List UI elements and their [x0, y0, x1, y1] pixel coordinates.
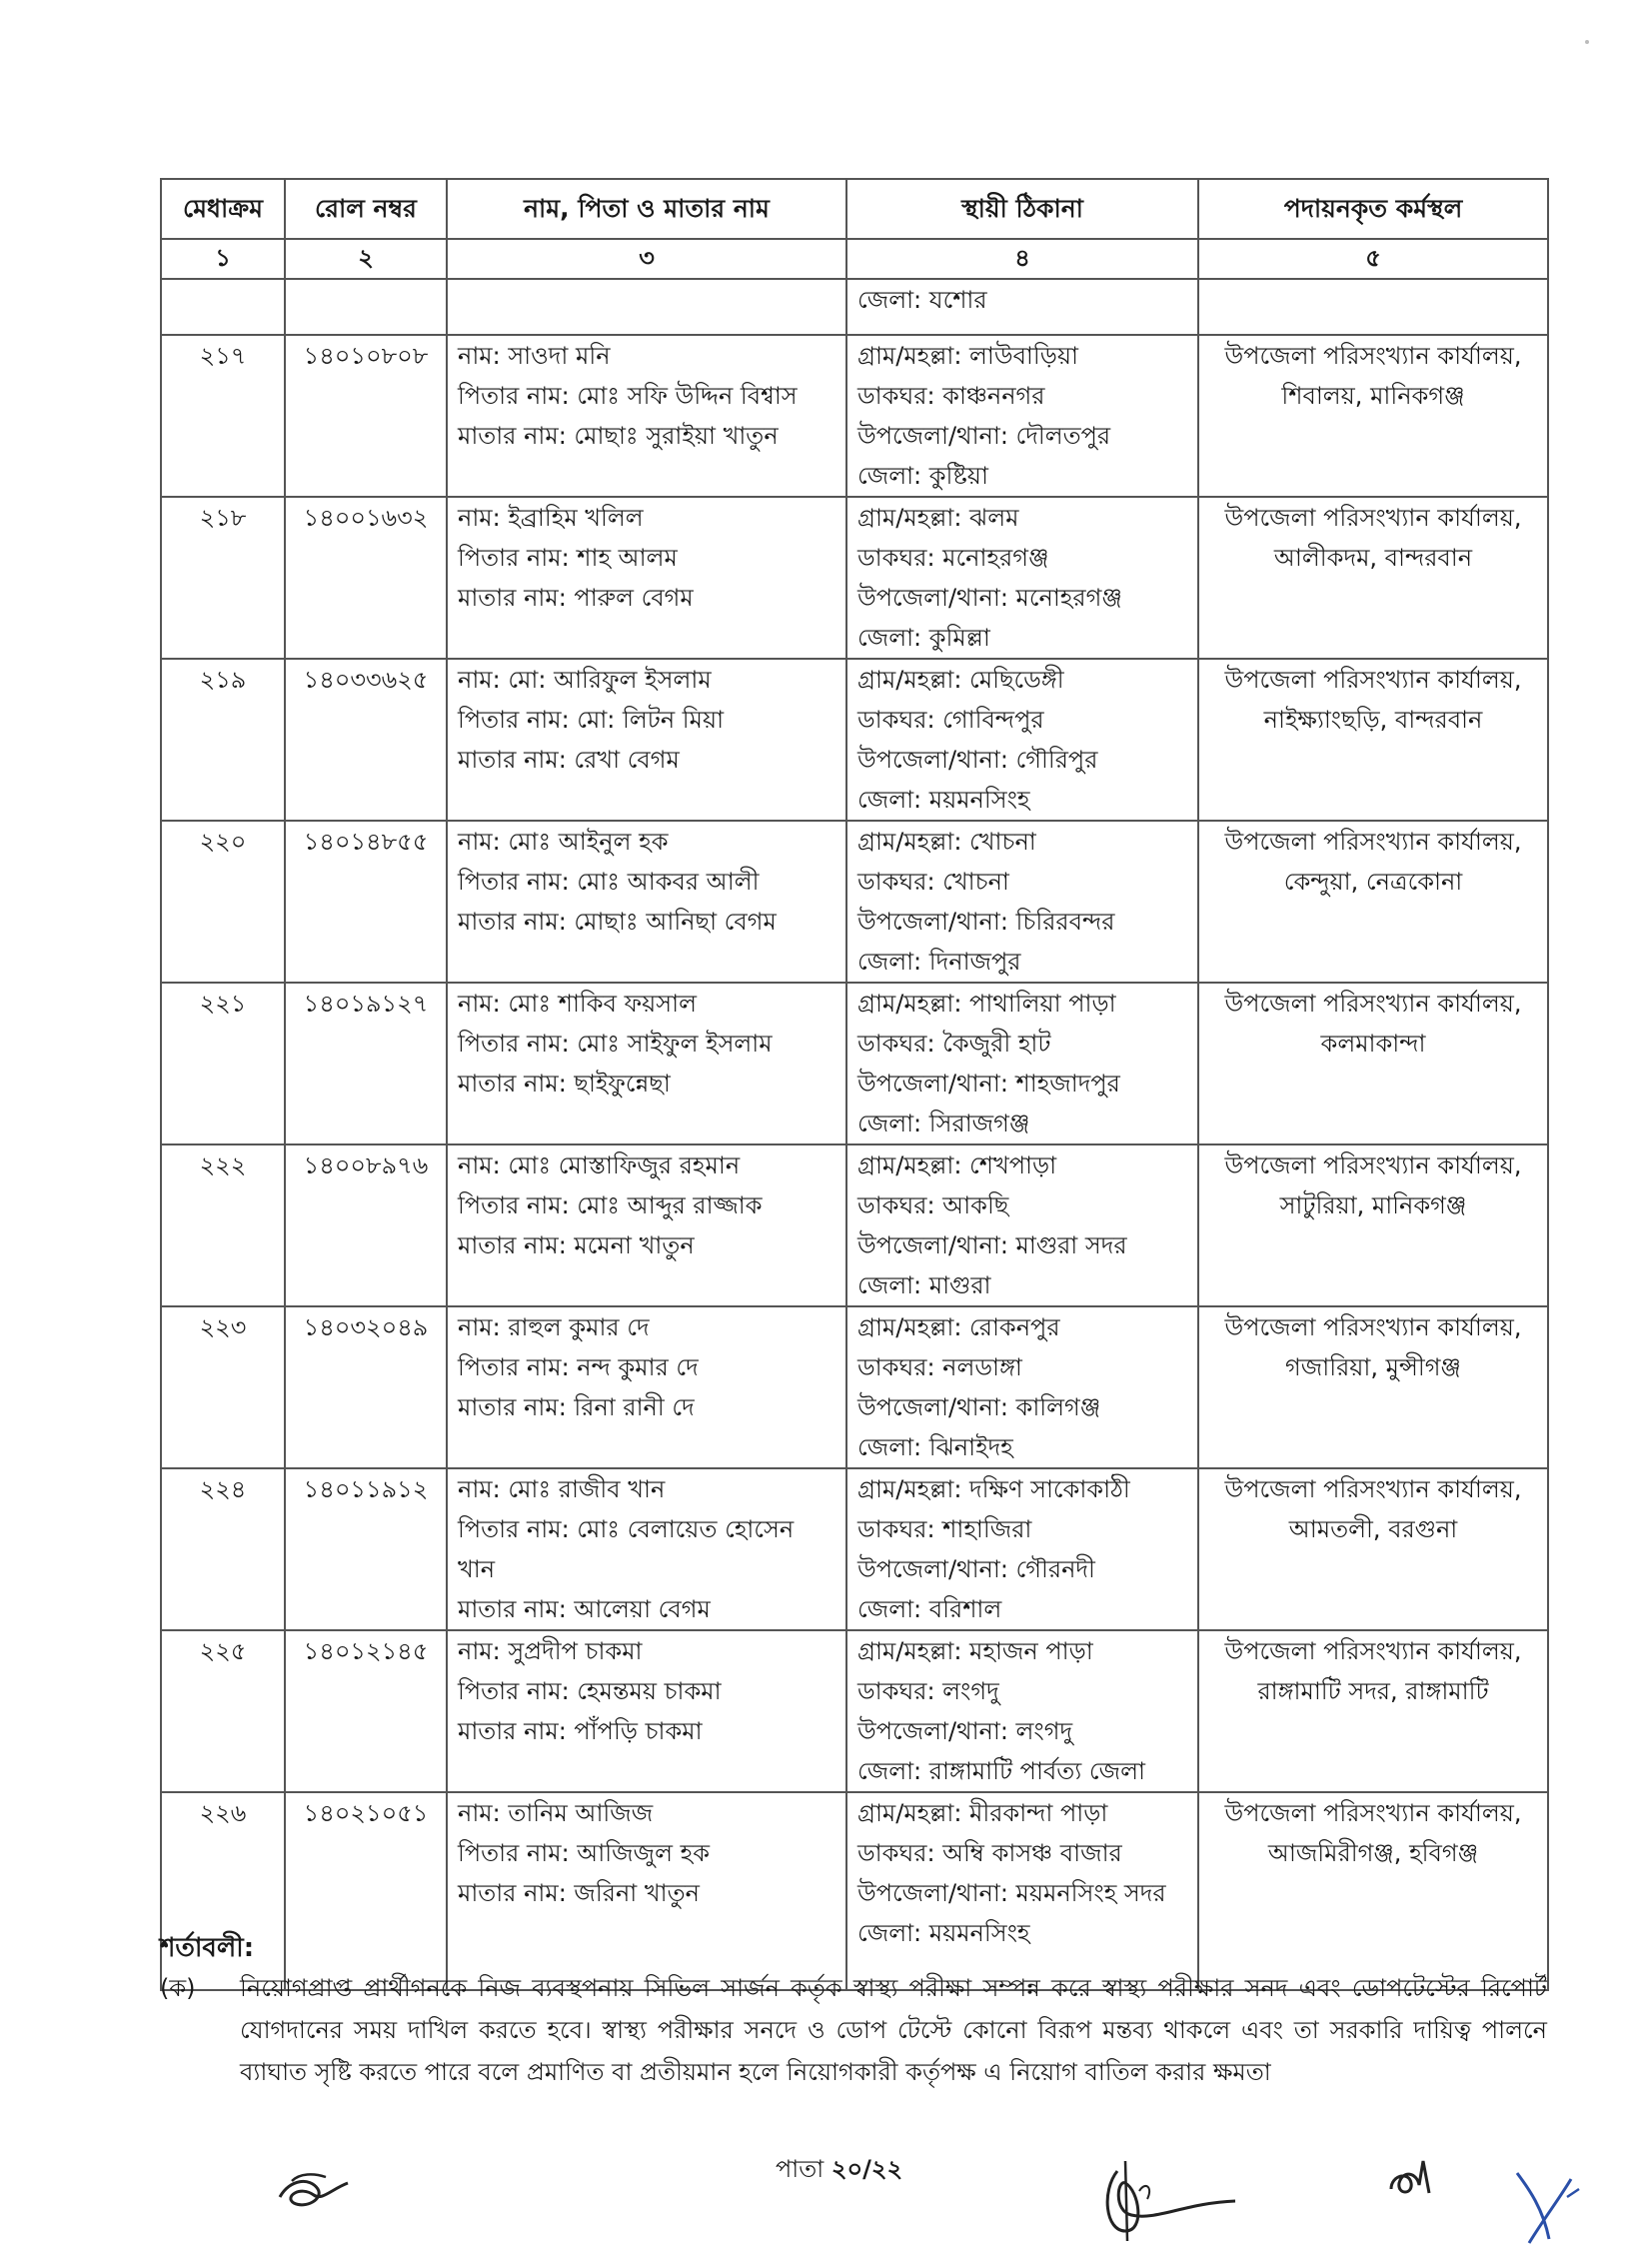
post-office-text: ডাকঘর: অম্বি কাসঞ্চ বাজার: [857, 1839, 1122, 1867]
roll-text: ১৪০২১০৫১: [303, 1799, 429, 1827]
posting-place-text: কলমাকান্দা: [1320, 1030, 1426, 1058]
serial-text: ২২৬: [199, 1799, 247, 1827]
village-text: গ্রাম/মহল্লা: মেছিডেঙ্গী: [857, 666, 1064, 694]
term-marker: (ক): [160, 1974, 196, 2002]
name-cell: [447, 659, 846, 821]
posting-office-text: উপজেলা পরিসংখ্যান কার্যালয়,: [1224, 504, 1522, 532]
posting-cell: [1198, 1792, 1548, 1990]
mother-text: মাতার নাম: আলেয়া বেগম: [458, 1595, 711, 1623]
name-text: নাম: মোঃ রাজীব খান: [458, 1475, 666, 1503]
posting-place-text: সাটুরিয়া, মানিকগঞ্জ: [1279, 1191, 1467, 1219]
upazila-text: উপজেলা/থানা: লংগদু: [857, 1717, 1073, 1745]
table-row: [161, 659, 1548, 821]
posting-office-text: উপজেলা পরিসংখ্যান কার্যালয়,: [1224, 1799, 1522, 1827]
serial-text: ২২৪: [199, 1475, 247, 1503]
village-text: গ্রাম/মহল্লা: দক্ষিণ সাকোকাঠী: [857, 1475, 1130, 1503]
initial-signature-right: [1383, 2155, 1453, 2205]
name-text: নাম: রাহুল কুমার দে: [458, 1313, 650, 1341]
roll-text: ১৪০১১৯১২: [303, 1475, 429, 1503]
name-text: নাম: তানিম আজিজ: [458, 1799, 654, 1827]
address-cell: [846, 1468, 1198, 1630]
post-office-text: ডাকঘর: শাহাজিরা: [857, 1515, 1032, 1543]
header-posting: পদায়নকৃত কর্মস্থল: [1198, 179, 1548, 239]
address-cell: [846, 497, 1198, 659]
roll-cell: [285, 335, 447, 497]
roll-text: ১৪০০৮৯৭৬: [303, 1151, 429, 1179]
serial-cell: [161, 1144, 285, 1306]
upazila-text: উপজেলা/থানা: মনোহরগঞ্জ: [857, 584, 1122, 612]
table-row: [161, 1306, 1548, 1468]
posting-office-text: উপজেলা পরিসংখ্যান কার্যালয়,: [1224, 1637, 1522, 1665]
term-text: নিয়োগপ্রাপ্ত প্রার্থীগনকে নিজ ব্যবস্থপনায় সিভিল সার্জন কর্তৃক স্বাস্থ্য পরীক্ষা সম্পন্ন করে স্বাস্থ্য পরীক্ষার সনদ এবং ডোপটেস্টের রিপোর্ট যোগদানের সময় দাখিল করতে হবে। স্বাস্থ্য পরীক্ষার সনদে ও ডোপ টেস্টে কোনো বিরূপ মন্তব্য থাকলে এবং তা সরকারি দায়িত্ব পালনে ব্যাঘাত সৃষ্টি করতে পারে বলে প্রমাণিত বা প্রতীয়মান হলে নিয়োগকারী কর্তৃপক্ষ এ নিয়োগ বাতিল করার ক্ষমতা: [240, 1974, 1547, 2086]
signature-center: [1095, 2151, 1245, 2251]
posting-office-text: উপজেলা পরিসংখ্যান কার্যালয়,: [1224, 1313, 1522, 1341]
father-text: পিতার নাম: মোঃ সাইফুল ইসলাম: [458, 1030, 773, 1058]
posting-place-text: রাঙ্গামাটি সদর, রাঙ্গামাটি: [1257, 1677, 1489, 1705]
posting-place-text: আমতলী, বরগুনা: [1288, 1515, 1458, 1543]
name-cell: [447, 1630, 846, 1792]
name-cell: [447, 497, 846, 659]
header-name: নাম, পিতা ও মাতার নাম: [447, 179, 846, 239]
village-text: গ্রাম/মহল্লা: শেখপাড়া: [857, 1151, 1057, 1179]
district-text: জেলা: সিরাজগঞ্জ: [857, 1110, 1030, 1137]
roll-cell: [285, 1468, 447, 1630]
header-address: স্থায়ী ঠিকানা: [846, 179, 1198, 239]
table-row: [161, 335, 1548, 497]
roll-cell: [285, 1792, 447, 1990]
header-serial: মেধাক্রম: [161, 179, 285, 239]
father-text: পিতার নাম: মোঃ আকবর আলী: [458, 868, 760, 896]
mark-blue-icon: [1509, 2169, 1589, 2249]
upazila-text: উপজেলা/থানা: কালিগঞ্জ: [857, 1393, 1101, 1421]
roll-cell: [285, 497, 447, 659]
district-text: জেলা: মাগুরা: [857, 1271, 991, 1299]
posting-cell: [1198, 497, 1548, 659]
column-number: ৩: [447, 239, 846, 279]
posting-cell: [1198, 983, 1548, 1144]
roll-cell: [285, 983, 447, 1144]
roll-text: ১৪০১৪৮৫৫: [303, 828, 429, 856]
posting-office-text: উপজেলা পরিসংখ্যান কার্যালয়,: [1224, 1475, 1522, 1503]
father-text: পিতার নাম: হেমন্তময় চাকমা: [458, 1677, 722, 1705]
upazila-text: উপজেলা/থানা: গৌরিপুর: [857, 746, 1098, 774]
address-cell: [846, 983, 1198, 1144]
district-text: জেলা: ময়মনসিংহ: [857, 786, 1030, 814]
serial-text: ২১৮: [199, 504, 247, 532]
serial-cell: [161, 1306, 285, 1468]
village-text: গ্রাম/মহল্লা: মীরকান্দা পাড়া: [857, 1799, 1108, 1827]
serial-text: ২২৩: [199, 1313, 247, 1341]
posting-office-text: উপজেলা পরিসংখ্যান কার্যালয়,: [1224, 990, 1522, 1018]
address-cell: [846, 821, 1198, 983]
serial-text: ২২০: [199, 828, 247, 856]
name-cell: [447, 1144, 846, 1306]
scan-speck: [1585, 40, 1589, 44]
column-number: ৫: [1198, 239, 1548, 279]
mother-text: মাতার নাম: মোছাঃ আনিছা বেগম: [458, 908, 777, 936]
post-office-text: ডাকঘর: কৈজুরী হাট: [857, 1030, 1051, 1058]
table-row: [161, 1792, 1548, 1990]
district-text: জেলা: ময়মনসিংহ: [857, 1919, 1030, 1947]
posting-place-text: শিবালয়, মানিকগঞ্জ: [1281, 382, 1465, 410]
father-text: পিতার নাম: মোঃ বেলায়েত হোসেন খান: [458, 1515, 795, 1583]
table-row: [161, 821, 1548, 983]
village-text: গ্রাম/মহল্লা: পাথালিয়া পাড়া: [857, 990, 1116, 1018]
continuation-address: জেলা: যশোর: [846, 279, 1198, 335]
column-number-row: [161, 239, 1548, 279]
serial-text: ২১৭: [199, 342, 247, 370]
posting-office-text: উপজেলা পরিসংখ্যান কার্যালয়,: [1224, 342, 1522, 370]
upazila-text: উপজেলা/থানা: মাগুরা সদর: [857, 1231, 1127, 1259]
table-row: [161, 497, 1548, 659]
roll-cell: [285, 1144, 447, 1306]
initial-signature-left: [270, 2159, 360, 2219]
roll-cell: [285, 1630, 447, 1792]
village-text: গ্রাম/মহল্লা: ঝলম: [857, 504, 1019, 532]
serial-cell: [161, 659, 285, 821]
address-cell: [846, 1630, 1198, 1792]
table-row: [161, 1144, 1548, 1306]
mother-text: মাতার নাম: রেখা বেগম: [458, 746, 680, 774]
district-text: জেলা: কুষ্টিয়া: [857, 462, 988, 490]
name-text: নাম: মো: আরিফুল ইসলাম: [458, 666, 712, 694]
roll-cell: [285, 1306, 447, 1468]
name-cell: [447, 1306, 846, 1468]
post-office-text: ডাকঘর: নলডাঙ্গা: [857, 1353, 1022, 1381]
serial-cell: [161, 983, 285, 1144]
upazila-text: উপজেলা/থানা: শাহজাদপুর: [857, 1070, 1120, 1098]
mother-text: মাতার নাম: মোছাঃ সুরাইয়া খাতুন: [458, 422, 779, 450]
father-text: পিতার নাম: মো: লিটন মিয়া: [458, 706, 725, 734]
column-number: ৪: [846, 239, 1198, 279]
name-text: নাম: মোঃ মোস্তাফিজুর রহমান: [458, 1151, 741, 1179]
roll-text: ১৪০৩২০৪৯: [303, 1313, 429, 1341]
column-number: ২: [285, 239, 447, 279]
serial-cell: [161, 1468, 285, 1630]
name-text: নাম: ইব্রাহিম খলিল: [458, 504, 644, 532]
roll-text: ১৪০০১৬৩২: [303, 504, 429, 532]
name-text: নাম: সাওদা মনি: [458, 342, 611, 370]
table-row: [161, 983, 1548, 1144]
address-cell: [846, 1144, 1198, 1306]
father-text: পিতার নাম: মোঃ আব্দুর রাজ্জাক: [458, 1191, 763, 1219]
mother-text: মাতার নাম: ছাইফুন্নেছা: [458, 1070, 671, 1098]
posting-place-text: আলীকদম, বান্দরবান: [1273, 544, 1473, 572]
upazila-text: উপজেলা/থানা: দৌলতপুর: [857, 422, 1111, 450]
name-cell: [447, 335, 846, 497]
post-office-text: ডাকঘর: লংগদু: [857, 1677, 999, 1705]
district-text: জেলা: বরিশাল: [857, 1595, 1002, 1623]
upazila-text: উপজেলা/থানা: ময়মনসিংহ সদর: [857, 1879, 1166, 1907]
page-number: [776, 2151, 902, 2191]
term-item: [160, 1967, 1547, 2093]
continuation-row: [161, 279, 1548, 335]
roll-text: ১৪০১৯১২৭: [303, 990, 429, 1018]
name-text: নাম: সুপ্রদীপ চাকমা: [458, 1637, 643, 1665]
serial-text: ২২২: [199, 1151, 247, 1179]
father-text: পিতার নাম: নন্দ কুমার দে: [458, 1353, 699, 1381]
serial-cell: [161, 497, 285, 659]
serial-text: ২২১: [199, 990, 247, 1018]
posting-cell: [1198, 1144, 1548, 1306]
village-text: গ্রাম/মহল্লা: রোকনপুর: [857, 1313, 1060, 1341]
upazila-text: উপজেলা/থানা: চিরিরবন্দর: [857, 908, 1115, 936]
district-text: জেলা: রাঙ্গামাটি পার্বত্য জেলা: [857, 1757, 1145, 1785]
column-number: ১: [161, 239, 285, 279]
table-row: [161, 1630, 1548, 1792]
posting-cell: [1198, 1630, 1548, 1792]
serial-cell: [161, 821, 285, 983]
mother-text: মাতার নাম: মমেনা খাতুন: [458, 1231, 695, 1259]
name-cell: [447, 1792, 846, 1990]
mother-text: মাতার নাম: পারুল বেগম: [458, 584, 694, 612]
district-text: জেলা: কুমিল্লা: [857, 624, 990, 652]
table-header-row: [161, 179, 1548, 239]
serial-cell: [161, 335, 285, 497]
post-office-text: ডাকঘর: মনোহরগঞ্জ: [857, 544, 1049, 572]
name-cell: [447, 821, 846, 983]
address-cell: [846, 335, 1198, 497]
roll-cell: [285, 821, 447, 983]
address-cell: [846, 659, 1198, 821]
address-cell: [846, 1792, 1198, 1990]
roll-text: ১৪০১০৮০৮: [303, 342, 429, 370]
posting-cell: [1198, 1306, 1548, 1468]
page-label: পাতা: [776, 2155, 825, 2183]
village-text: গ্রাম/মহল্লা: খোচনা: [857, 828, 1036, 856]
post-office-text: ডাকঘর: খোচনা: [857, 868, 1009, 896]
district-text: জেলা: দিনাজপুর: [857, 948, 1021, 976]
posting-office-text: উপজেলা পরিসংখ্যান কার্যালয়,: [1224, 1151, 1522, 1179]
header-roll: রোল নম্বর: [285, 179, 447, 239]
posting-place-text: আজমিরীগঞ্জ, হবিগঞ্জ: [1267, 1839, 1479, 1867]
mother-text: মাতার নাম: পাঁপড়ি চাকমা: [458, 1717, 703, 1745]
posting-office-text: উপজেলা পরিসংখ্যান কার্যালয়,: [1224, 828, 1522, 856]
upazila-text: উপজেলা/থানা: গৌরনদী: [857, 1555, 1095, 1583]
posting-office-text: উপজেলা পরিসংখ্যান কার্যালয়,: [1224, 666, 1522, 694]
roll-text: ১৪০৩৩৬২৫: [303, 666, 429, 694]
posting-place-text: কেন্দুয়া, নেত্রকোনা: [1283, 868, 1463, 896]
terms-title: শর্তাবলী:: [160, 1933, 255, 1963]
father-text: পিতার নাম: আজিজুল হক: [458, 1839, 710, 1867]
name-cell: [447, 983, 846, 1144]
name-text: নাম: মোঃ শাকিব ফয়সাল: [458, 990, 697, 1018]
village-text: গ্রাম/মহল্লা: লাউবাড়িয়া: [857, 342, 1078, 370]
posting-cell: [1198, 659, 1548, 821]
village-text: গ্রাম/মহল্লা: মহাজন পাড়া: [857, 1637, 1093, 1665]
serial-cell: [161, 1630, 285, 1792]
posting-cell: [1198, 335, 1548, 497]
mother-text: মাতার নাম: রিনা রানী দে: [458, 1393, 695, 1421]
posting-place-text: গজারিয়া, মুন্সীগঞ্জ: [1285, 1353, 1461, 1381]
address-cell: [846, 1306, 1198, 1468]
roll-text: ১৪০১২১৪৫: [303, 1637, 429, 1665]
post-office-text: ডাকঘর: গোবিন্দপুর: [857, 706, 1044, 734]
name-cell: [447, 1468, 846, 1630]
name-text: নাম: মোঃ আইনুল হক: [458, 828, 669, 856]
page-number-value: ২০/২২: [830, 2155, 903, 2183]
mother-text: মাতার নাম: জরিনা খাতুন: [458, 1879, 700, 1907]
post-office-text: ডাকঘর: কাঞ্চননগর: [857, 382, 1045, 410]
post-office-text: ডাকঘর: আকছি: [857, 1191, 1009, 1219]
district-text: জেলা: ঝিনাইদহ: [857, 1433, 1013, 1461]
posting-cell: [1198, 821, 1548, 983]
merit-list-table: [160, 178, 1549, 1991]
posting-cell: [1198, 1468, 1548, 1630]
serial-text: ২১৯: [199, 666, 247, 694]
serial-text: ২২৫: [199, 1637, 247, 1665]
father-text: পিতার নাম: মোঃ সফি উদ্দিন বিশ্বাস: [458, 382, 798, 410]
table-row: [161, 1468, 1548, 1630]
father-text: পিতার নাম: শাহ আলম: [458, 544, 678, 572]
posting-place-text: নাইক্ষ্যাংছড়ি, বান্দরবান: [1263, 706, 1483, 734]
roll-cell: [285, 659, 447, 821]
